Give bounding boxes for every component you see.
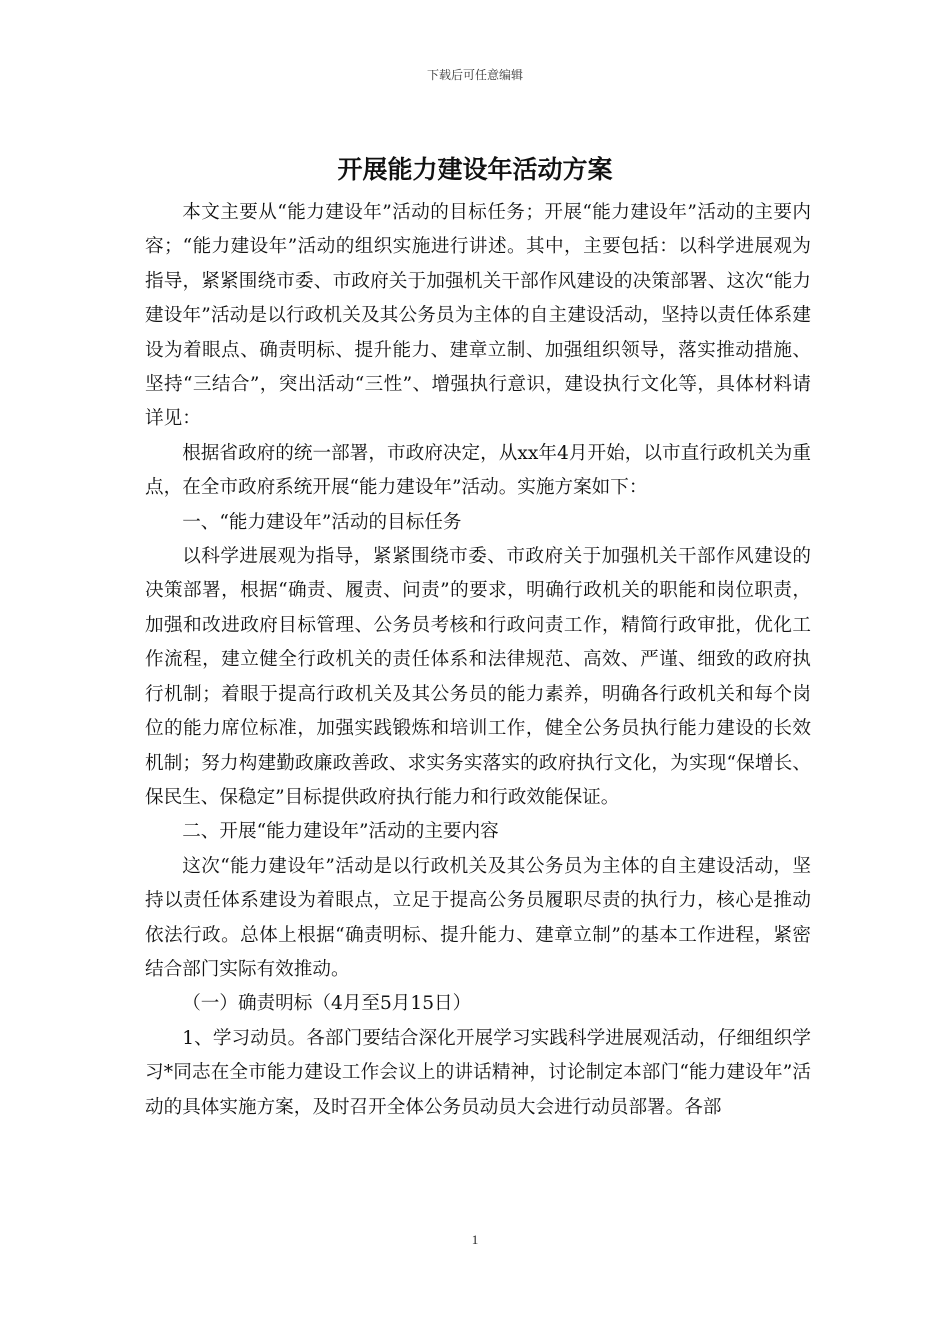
subsection-heading-1: （一）确责明标（4月至5月15日）	[182, 993, 472, 1015]
document-title: 开展能力建设年活动方案	[337, 155, 613, 184]
paragraph-item-1: 1、学习动员。各部门要结合深化开展学习实践科学进展观活动，仔细组织学习*同志在全市能力建设工作会议上的讲话精神，讨论制定本部门“能力建设年”活动的具体实施方案，及时召开全体公务员动员大会进行动员部署。各部	[145, 1027, 811, 1118]
header-note: 下载后可任意编辑	[426, 68, 523, 82]
paragraph-summary: 本文主要从“能力建设年”活动的目标任务；开展“能力建设年”活动的主要内容；“能力建设年”活动的组织实施进行讲述。其中，主要包括：以科学进展观为指导，紧紧围绕市委、市政府关于加强机关干部作风建设的决策部署、这次“能力建设年”活动是以行政机关及其公务员为主体的自主建设活动，坚持以责任体系建设为着眼点、确责明标、提升能力、建章立制、加强组织领导，落实推动措施、坚持“三结合”，突出活动“三性”、增强执行意识，建设执行文化等，具体材料请详见：	[145, 202, 811, 430]
document-body	[145, 196, 811, 1125]
paragraph-intro: 根据省政府的统一部署，市政府决定，从xx年4月开始，以市直行政机关为重点，在全市政府系统开展“能力建设年”活动。实施方案如下：	[145, 442, 811, 499]
paragraph-section-2: 这次“能力建设年”活动是以行政机关及其公务员为主体的自主建设活动，坚持以责任体系建设为着眼点，立足于提高公务员履职尽责的执行力，核心是推动依法行政。总体上根据“确责明标、提升能力、建章立制”的基本工作进程，紧密结合部门实际有效推动。	[145, 855, 811, 980]
section-heading-1: 一、“能力建设年”活动的目标任务	[182, 511, 462, 533]
page-number: 1	[471, 1232, 479, 1247]
section-heading-2: 二、开展“能力建设年”活动的主要内容	[182, 821, 499, 843]
paragraph-section-1: 以科学进展观为指导，紧紧围绕市委、市政府关于加强机关干部作风建设的决策部署，根据“确责、履责、问责”的要求，明确行政机关的职能和岗位职责，加强和改进政府目标管理、公务员考核和行政问责工作，精简行政审批，优化工作流程，建立健全行政机关的责任体系和法律规范、高效、严谨、细致的政府执行机制；着眼于提高行政机关及其公务员的能力素养，明确各行政机关和每个岗位的能力席位标准，加强实践锻炼和培训工作，健全公务员执行能力建设的长效机制；努力构建勤政廉政善政、求实务实落实的政府执行文化，为实现“保增长、保民生、保稳定”目标提供政府执行能力和行政效能保证。	[145, 546, 811, 808]
